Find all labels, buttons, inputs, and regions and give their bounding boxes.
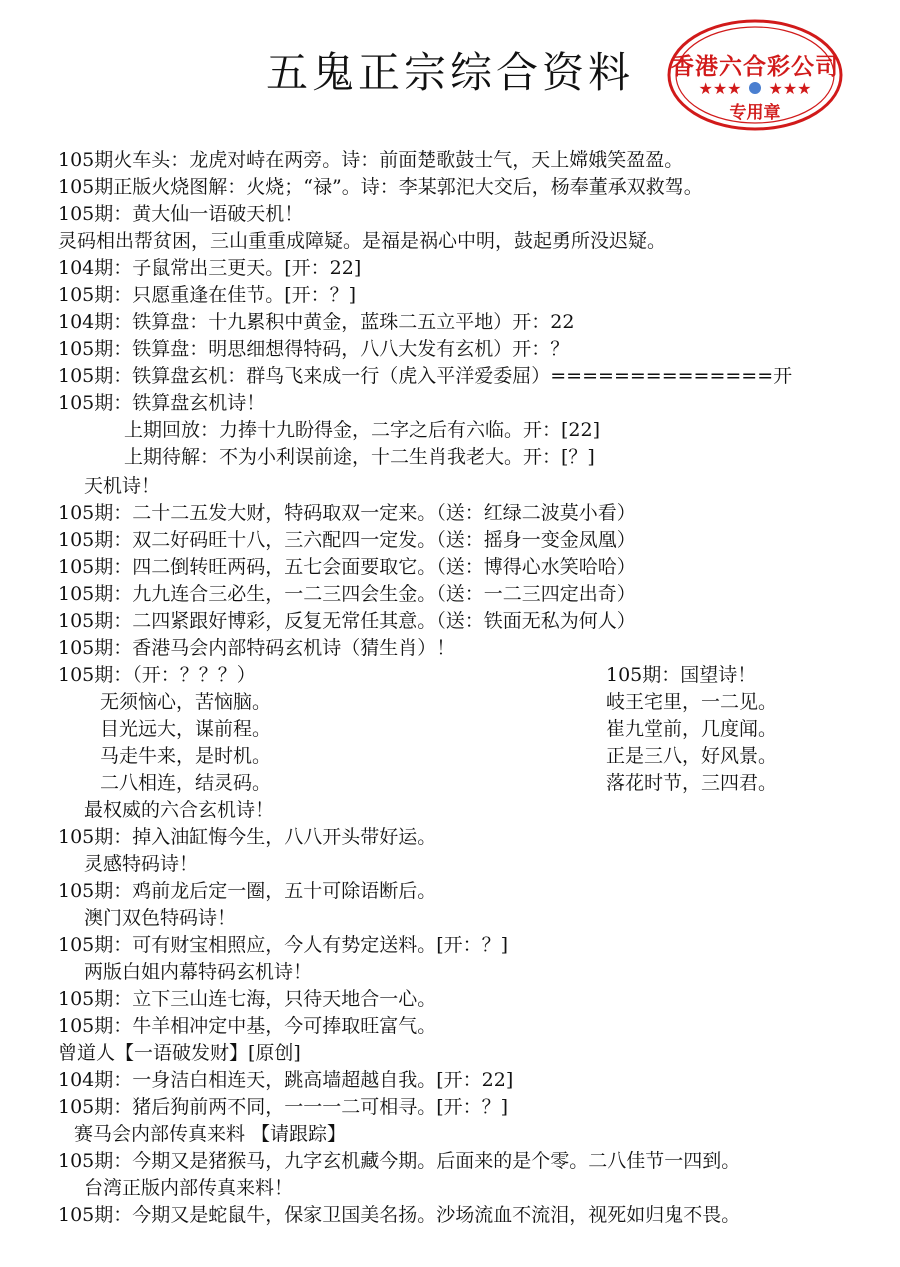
text-line: 105期：黄大仙一语破天机！: [58, 203, 304, 225]
text-line: 104期：子鼠常出三更天。[开：22]: [58, 257, 362, 279]
text-line: 105期：立下三山连七海，只待天地合一心。: [58, 988, 437, 1010]
text-line: 105期：鸡前龙后定一圈，五十可除语断后。: [58, 880, 437, 902]
text-line: 105期：铁算盘玄机：群鸟飞来成一行（虎入平洋爱委屈）==============开: [58, 365, 793, 387]
company-seal-stamp: [666, 18, 844, 132]
text-line: 105期：香港马会内部特码玄机诗（猜生肖）！: [58, 637, 456, 659]
seal-stars-right: ★★★: [768, 79, 812, 98]
text-line: 二八相连，结灵码。: [100, 772, 272, 794]
text-line: 105期：二十二五发大财，特码取双一定来。（送：红绿二波莫小看）: [58, 502, 636, 524]
text-line: 上期待解：不为小利误前途，十二生肖我老大。开：[？]: [124, 446, 595, 468]
text-line: 天机诗！: [84, 475, 161, 497]
text-line: 105期：牛羊相冲定中基，今可捧取旺富气。: [58, 1015, 437, 1037]
text-line: 104期：一身洁白相连天，跳高墙超越自我。[开：22]: [58, 1069, 514, 1091]
text-line: 105期正版火烧图解：火烧；“禄”。诗：李某郭汜大交后，杨奉董承双救驾。: [58, 176, 703, 198]
text-line: 105期：可有财宝相照应，今人有势定送料。[开：？]: [58, 934, 509, 956]
text-line: 两版白姐内幕特码玄机诗！: [84, 961, 313, 983]
text-line: 105期：铁算盘玄机诗！: [58, 392, 266, 414]
text-line: 105期：二四紧跟好博彩，反复无常任其意。（送：铁面无私为何人）: [58, 610, 636, 632]
text-line: 105期火车头：龙虎对峙在两旁。诗：前面楚歌鼓士气，天上嫦娥笑盈盈。: [58, 149, 684, 171]
poem-line: 崔九堂前，几度闻。: [606, 718, 778, 740]
text-line: 最权威的六合玄机诗！: [84, 799, 275, 821]
text-line: 上期回放：力捧十九盼得金，二字之后有六临。开：[22]: [124, 419, 601, 441]
text-line: 灵感特码诗！: [84, 853, 199, 875]
text-line: 105期：今期又是猪猴马，九字玄机藏今期。后面来的是个零。二八佳节一四到。: [58, 1150, 741, 1172]
text-line: 105期：猪后狗前两不同，一一一二可相寻。[开：？]: [58, 1096, 509, 1118]
page-title: 五鬼正宗综合资料: [265, 48, 634, 97]
text-line: 台湾正版内部传真来料！: [84, 1177, 294, 1199]
text-line: 105期：今期又是蛇鼠牛，保家卫国美名扬。沙场流血不流泪，视死如归鬼不畏。: [58, 1204, 741, 1226]
text-line: 灵码相出帮贫困，三山重重成障疑。是福是祸心中明，鼓起勇所没迟疑。: [58, 230, 667, 252]
poem-line: 105期：国望诗！: [606, 664, 757, 686]
text-line: 曾道人【一语破发财】[原创]: [58, 1042, 301, 1064]
text-line: 目光远大，谋前程。: [100, 718, 272, 740]
text-line: 104期：铁算盘：十九累积中黄金，蓝珠二五立平地）开：22: [58, 311, 575, 333]
poem-line: 正是三八，好风景。: [606, 745, 778, 767]
text-line: 无须恼心，苦恼脑。: [100, 691, 272, 713]
seal-top-text: 香港六合彩公司: [671, 54, 839, 80]
text-line: 105期：只愿重逢在佳节。[开：？]: [58, 284, 357, 306]
poem-line: 落花时节，三四君。: [606, 772, 778, 794]
seal-stars-left: ★★★: [698, 79, 742, 98]
text-line: 赛马会内部传真来料 【请跟踪】: [74, 1123, 347, 1145]
text-line: 105期：（开：？？？）: [58, 664, 256, 686]
seal-bottom-text: 专用章: [729, 103, 781, 123]
text-line: 澳门双色特码诗！: [84, 907, 237, 929]
text-line: 105期：铁算盘：明思细想得特码，八八大发有玄机）开：？: [58, 338, 570, 360]
text-line: 马走牛来，是时机。: [100, 745, 272, 767]
text-line: 105期：九九连合三必生，一二三四会生金。（送：一二三四定出奇）: [58, 583, 636, 605]
text-line: 105期：四二倒转旺两码，五七会面要取它。（送：博得心水笑哈哈）: [58, 556, 636, 578]
text-line: 105期：掉入油缸悔今生，八八开头带好运。: [58, 826, 437, 848]
seal-flower-icon: [749, 82, 761, 94]
text-line: 105期：双二好码旺十八，三六配四一定发。（送：摇身一变金凤凰）: [58, 529, 636, 551]
poem-line: 岐王宅里，一二见。: [606, 691, 778, 713]
